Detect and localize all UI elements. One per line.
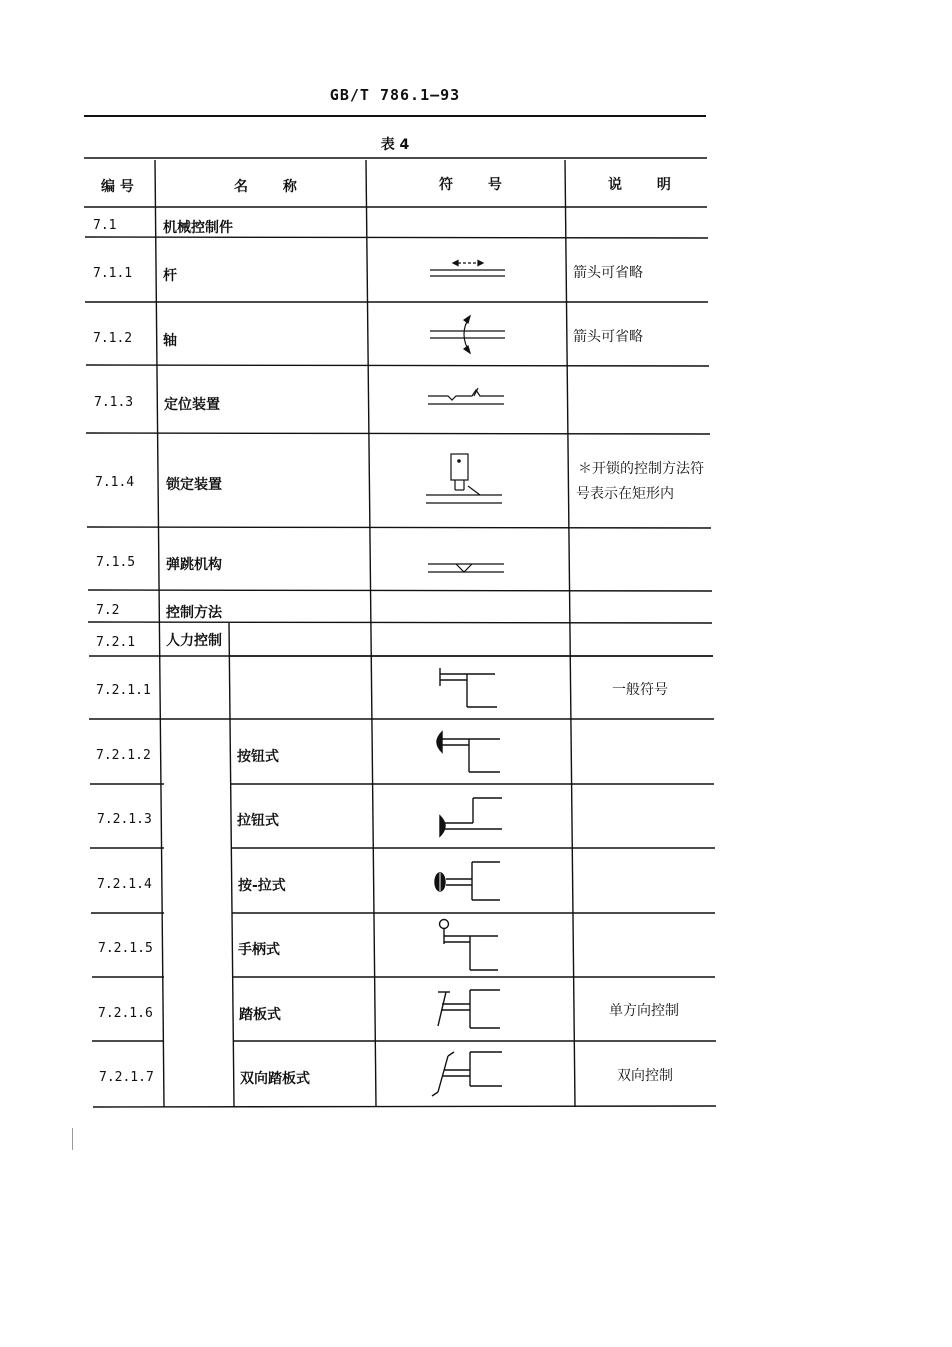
push-button-symbol-icon xyxy=(430,728,510,776)
row-name: 拉钮式 xyxy=(237,813,279,829)
detent-symbol-icon xyxy=(420,383,520,413)
lock-symbol-icon xyxy=(420,448,520,510)
row-name: 按-拉式 xyxy=(238,878,286,894)
row-number: 7.1.1 xyxy=(93,266,133,281)
row-number: 7.1.5 xyxy=(96,555,136,570)
row-number: 7.2.1 xyxy=(96,635,136,650)
row-name: 人力控制 xyxy=(166,633,222,649)
row-name: 双向踏板式 xyxy=(240,1071,310,1087)
row-number: 7.1.3 xyxy=(94,395,134,410)
row-note: 箭头可省略 xyxy=(573,265,643,281)
row-number: 7.2.1.7 xyxy=(99,1070,154,1085)
pull-button-symbol-icon xyxy=(430,794,510,842)
row-name: 弹跳机构 xyxy=(166,557,222,573)
document-header: GB/T 786.1—93 xyxy=(329,86,461,104)
row-name: 控制方法 xyxy=(166,605,222,621)
row-number: 7.2.1.5 xyxy=(98,941,153,956)
row-note: 箭头可省略 xyxy=(573,329,643,345)
row-number: 7.2.1.3 xyxy=(97,812,152,827)
row-note: 双向控制 xyxy=(617,1068,673,1084)
row-note: 一般符号 xyxy=(612,682,668,698)
row-number: 7.1 xyxy=(93,218,117,233)
row-note: ＊开锁的控制方法符 xyxy=(578,461,704,477)
row-number: 7.1.2 xyxy=(93,331,133,346)
scan-margin-mark xyxy=(72,1128,73,1150)
row-number: 7.2.1.1 xyxy=(96,683,151,698)
over-center-symbol-icon xyxy=(420,555,520,583)
row-name: 锁定装置 xyxy=(166,477,222,493)
row-number: 7.2 xyxy=(96,603,120,618)
row-name: 机械控制件 xyxy=(163,220,233,236)
row-name: 踏板式 xyxy=(239,1007,281,1023)
row-note: 单方向控制 xyxy=(609,1003,679,1019)
row-note: 号表示在矩形内 xyxy=(576,486,674,502)
double-pedal-symbol-icon xyxy=(430,1046,510,1098)
push-pull-symbol-icon xyxy=(430,858,510,906)
shaft-symbol-icon xyxy=(420,312,520,357)
column-header-symbol: 符 号 xyxy=(439,177,502,193)
rod-symbol-icon xyxy=(420,255,520,285)
pedal-symbol-icon xyxy=(430,986,510,1034)
lever-symbol-icon xyxy=(430,916,510,974)
row-name: 轴 xyxy=(163,333,177,349)
table-caption: 表 4 xyxy=(380,137,410,153)
manual-general-symbol-icon xyxy=(430,664,510,712)
row-number: 7.1.4 xyxy=(95,475,135,490)
row-number: 7.2.1.2 xyxy=(96,748,151,763)
row-name: 手柄式 xyxy=(238,942,280,958)
column-header-note: 说 明 xyxy=(608,177,671,193)
column-header-number: 编 号 xyxy=(101,179,134,195)
column-header-name: 名 称 xyxy=(234,179,297,195)
row-name: 按钮式 xyxy=(237,749,279,765)
row-name: 定位装置 xyxy=(164,397,220,413)
row-name: 杆 xyxy=(163,268,177,284)
row-number: 7.2.1.6 xyxy=(98,1006,153,1021)
header-rule xyxy=(84,115,706,117)
row-number: 7.2.1.4 xyxy=(97,877,152,892)
